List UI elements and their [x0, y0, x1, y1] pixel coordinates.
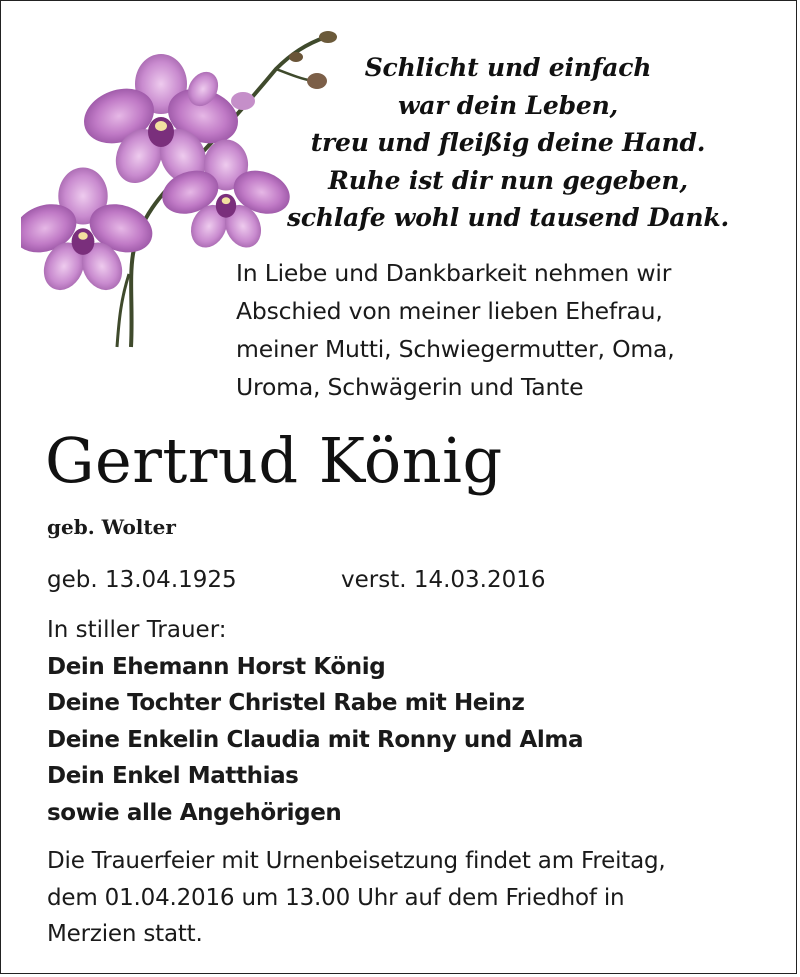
maiden-name: geb. Wolter: [47, 515, 176, 539]
intro-line: In Liebe und Dankbarkeit nehmen wir: [236, 259, 672, 287]
poem-line: war dein Leben,: [397, 90, 619, 120]
deceased-name: Gertrud König: [45, 424, 503, 497]
intro-line: Uroma, Schwägerin und Tante: [236, 373, 584, 401]
poem-line: treu und fleißig deine Hand.: [310, 128, 706, 157]
poem-line: Schlicht und einfach: [364, 53, 652, 82]
intro-text: [236, 254, 776, 406]
life-dates: [47, 563, 546, 597]
bud: [319, 31, 337, 43]
mourner-entry: Deine Enkelin Claudia mit Ronny und Alma: [47, 726, 584, 753]
service-line: Die Trauerfeier mit Urnenbeisetzung findet am Freitag,: [47, 848, 666, 874]
death-date: verst. 14.03.2016: [341, 567, 546, 593]
orchid-flower: [21, 168, 159, 297]
intro-line: meiner Mutti, Schwiegermutter, Oma,: [236, 335, 675, 363]
bud: [231, 92, 255, 110]
poem-line: schlafe wohl und tausend Dank.: [287, 203, 729, 232]
intro-line: Abschied von meiner lieben Ehefrau,: [236, 297, 663, 325]
poem-line: Ruhe ist dir nun gegeben,: [328, 165, 688, 195]
mourner-entry: Deine Tochter Christel Rabe mit Heinz: [47, 690, 525, 716]
mourners-heading: In stiller Trauer:: [47, 617, 227, 643]
service-line: dem 01.04.2016 um 13.00 Uhr auf dem Friedhof in: [47, 884, 625, 911]
birth-date: geb. 13.04.1925: [47, 567, 237, 593]
service-line: Merzien statt.: [47, 921, 203, 947]
poem: [263, 49, 753, 237]
mourner-entry: Dein Ehemann Horst König: [47, 653, 386, 680]
service-info: [47, 843, 767, 953]
mourner-entry: Dein Enkel Matthias: [47, 763, 299, 789]
mourner-entry: sowie alle Angehörigen: [47, 799, 342, 826]
mourners: [47, 612, 583, 831]
